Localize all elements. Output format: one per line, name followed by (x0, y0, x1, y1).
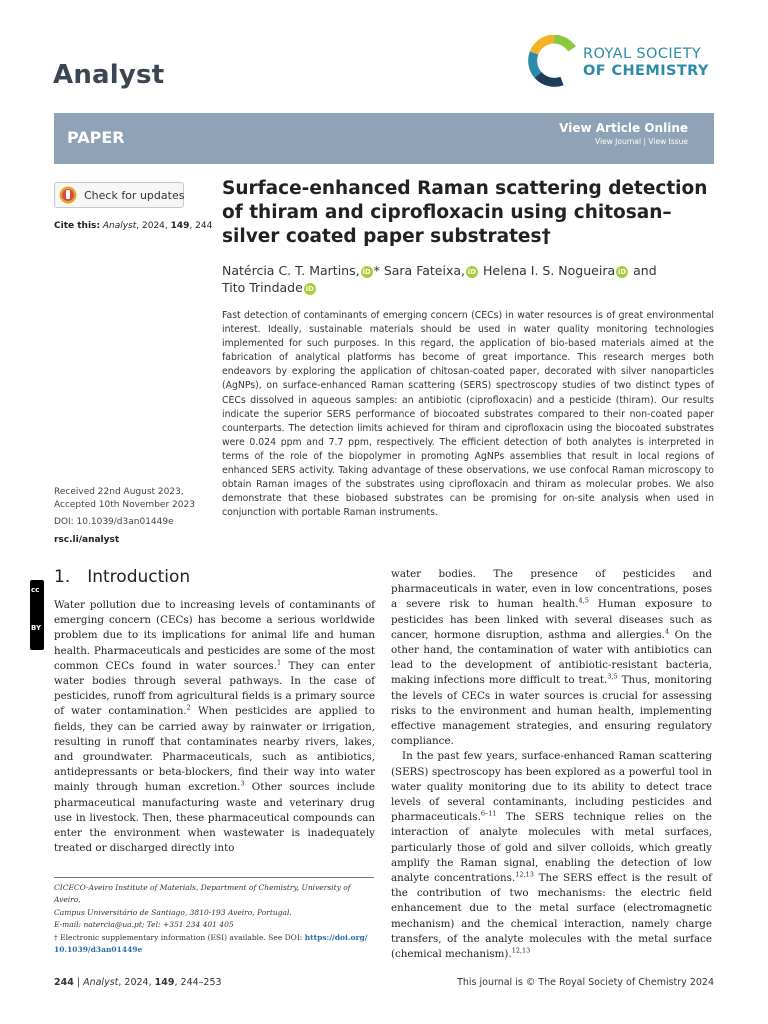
body-text: Water pollution due to increasing levels of contaminants of emerging concern (CECs) has become a serious worldwide problem due to its implications for animal life and human health. Pharmaceuticals and pesticides are some of the most common CECs found in water sources. (54, 599, 375, 672)
body-text: The SERS technique relies on the interaction of analyte molecules with metal surfaces, particularly those of gold and silver colloids, which greatly amplify the Raman signal, enabling the detection of low analyte concentrations. (391, 811, 712, 885)
author-3[interactable]: Helena I. S. Nogueira (482, 263, 616, 278)
article-dates (54, 486, 195, 528)
journal-site-link[interactable]: rsc.li/analyst (54, 535, 120, 545)
esi-doi-link[interactable]: https://doi.org/ (304, 932, 368, 942)
footer-year: , 2024, (118, 977, 155, 988)
body-text: The SERS effect is the result of the contribution of two mechanisms: the electric field enhancement due to the metal surface (electromagnetic mechanism) and the chemical interaction, namely charge transfers, of the analyte molecules with the metal surface (chemical mechanism). (391, 872, 712, 961)
body-right-column (391, 567, 712, 962)
footer-journal: Analyst (83, 977, 119, 988)
rsc-name-line1: ROYAL SOCIETY (583, 46, 702, 62)
page-number: 244 (54, 977, 74, 988)
author-4[interactable]: Tito Trindade (222, 280, 303, 295)
cc-by-license-icon[interactable] (30, 580, 44, 650)
esi-doi-link-cont[interactable]: 10.1039/d3an01449e (54, 945, 143, 955)
affiliation-line-2: Campus Universitário de Santiago, 3810-193 Aveiro, Portugal. (54, 907, 292, 917)
body-text: Human exposure to pesticides has been linked with several diseases such as cancer, hormone disruption, asthma and allergies. (391, 598, 712, 641)
author-list (222, 262, 712, 296)
footer-separator: | (73, 977, 84, 988)
article-type-label: PAPER (67, 128, 125, 147)
body-left-column (54, 598, 375, 856)
cite-label: Cite this: (54, 221, 100, 231)
cite-journal: Analyst (102, 221, 137, 231)
view-article-online-link[interactable]: View Article Online (559, 121, 688, 135)
doi[interactable]: DOI: 10.1039/d3an01449e (54, 516, 174, 527)
check-for-updates-label: Check for updates (84, 189, 185, 202)
reference-superscript[interactable]: 12,13 (511, 946, 531, 955)
reference-superscript[interactable]: 12,13 (515, 870, 534, 879)
footer-pages: , 244–253 (174, 977, 222, 988)
reference-superscript[interactable]: 4 (664, 627, 670, 636)
abstract: Fast detection of contaminants of emerging concern (CECs) in water resources is of great environmental interest. Ideally, sustainable materials should be used in water quality monitoring technologies implemented for such purposes. In this regard, the application of bio-based materials aimed at the fabrication of analytical platforms has become of great importance. This research merges both endeavors by exploring the application of chitosan-coated paper, decorated with silver nanoparticles (AgNPs), on surface-enhanced Raman scattering (SERS) spectroscopy studies of two distinct types of CECs dissolved in aqueous samples: an antibiotic (ciprofloxacin) and a pesticide (thiram). Our results indicate the superior SERS performance of biocoated substrates compared to their non-coated paper counterparts. The detection limits achieved for thiram and ciprofloxacin using the biocoated substrates were 0.024 ppm and 7.7 ppm, respectively. The efficient detection of both analytes is interpreted in terms of the role of the biopolymer in promoting AgNPs assemblies that result in local regions of enhanced SERS activity. Taking advantage of these observations, we use confocal Raman microscopy to obtain Raman images of the substrates using ciprofloxacin and thiram as molecular probes. We also demonstrate that these biobased substrates can be promising for on-site analysis when used in conjunction with portable Raman instruments. (222, 310, 714, 519)
copyright-notice: This journal is © The Royal Society of Chemistry 2024 (457, 977, 714, 988)
corresponding-mark: * (373, 263, 380, 278)
contact-line: E-mail: natercia@ua.pt; Tel: +351 234 401 405 (54, 920, 234, 930)
cite-page: , 244 (189, 221, 213, 231)
body-text: In the past few years, surface-enhanced Raman scattering (SERS) spectroscopy has been explored as a powerful tool in water quality monitoring due to its ability to detect trace levels of several contaminants, including pesticides and pharmaceuticals. (391, 750, 712, 824)
rsc-logo-icon (528, 35, 580, 87)
journal-issue-links (595, 137, 688, 146)
orcid-icon[interactable]: iD (362, 268, 371, 276)
view-journal-link[interactable]: View Journal (594, 137, 642, 146)
reference-superscript[interactable]: 4,5 (578, 596, 589, 605)
article-title: Surface-enhanced Raman scattering detection of thiram and ciprofloxacin using chitosan–silver coated paper substrates† (222, 178, 708, 247)
affiliation-line-1: CICECO-Aveiro Institute of Materials, Department of Chemistry, University of Aveiro, (54, 883, 351, 905)
orcid-icon[interactable]: iD (305, 285, 314, 293)
citation-line (54, 221, 212, 231)
section-heading: 1. Introduction (54, 567, 191, 587)
view-issue-link[interactable]: View Issue (648, 137, 688, 146)
body-text: On the other hand, the contamination of water with antibiotics can lead to the development of antibiotic-resistant bacteria, making infections more difficult to treat. (391, 628, 712, 687)
footnote-divider (54, 877, 374, 878)
author-conjunction: and (633, 263, 657, 278)
reference-superscript[interactable]: 3,5 (607, 673, 618, 681)
reference-superscript[interactable]: 3 (240, 780, 245, 789)
reference-superscript[interactable]: 6–11 (480, 809, 497, 818)
received-date: Received 22nd August 2023, (54, 487, 184, 497)
cite-year: , 2024, (136, 221, 171, 231)
cc-text: cc (31, 586, 40, 594)
rsc-name-line2: OF CHEMISTRY (583, 63, 709, 79)
body-text: Other sources include pharmaceutical manufacturing waste and veterinary drug use in livestock. Then, these pharmaceutical compounds can enter the environment when wastewater is inadequately treated or discharged directly into (54, 781, 375, 855)
esi-text: † Electronic supplementary information (ESI) available. See DOI: (54, 932, 305, 942)
link-separator: | (643, 137, 647, 146)
page-footer-left (54, 977, 222, 988)
orcid-icon[interactable]: iD (618, 268, 627, 276)
footer-volume: 149 (154, 977, 175, 988)
esi-note (54, 932, 376, 944)
reference-superscript[interactable]: 2 (186, 704, 191, 712)
body-text: They can enter water bodies through several pathways. In the case of pesticides, runoff from agricultural fields is a primary source of water contamination. (54, 659, 375, 718)
body-text: Thus, monitoring the levels of CECs in water sources is crucial for assessing risks to the environment and human health, implementing effective management strategies, and ensuring regulatory compliance. (391, 674, 712, 748)
footnotes (54, 882, 376, 956)
journal-name: Analyst (53, 60, 165, 90)
body-text: When pesticides are applied to fields, they can be carried away by rainwater or irrigation, resulting in runoff that contaminates nearby rivers, lakes, and groundwater. Pharmaceuticals, such as antibiotics, antidepressants or beta-blockers, find their way into water mainly through human excretion. (54, 705, 375, 794)
orcid-icon[interactable]: iD (467, 268, 477, 276)
accepted-date: Accepted 10th November 2023 (54, 499, 195, 510)
cite-volume: 149 (170, 221, 190, 231)
check-updates-icon (59, 186, 77, 204)
by-text: BY (31, 624, 42, 632)
author-1[interactable]: Natércia C. T. Martins, (222, 263, 360, 278)
reference-superscript[interactable]: 1 (276, 658, 282, 667)
body-text: water bodies. The presence of pesticides and pharmaceuticals in water, even in low concentrations, poses a severe risk to human health. (391, 568, 712, 611)
author-2[interactable]: Sara Fateixa, (383, 263, 465, 278)
